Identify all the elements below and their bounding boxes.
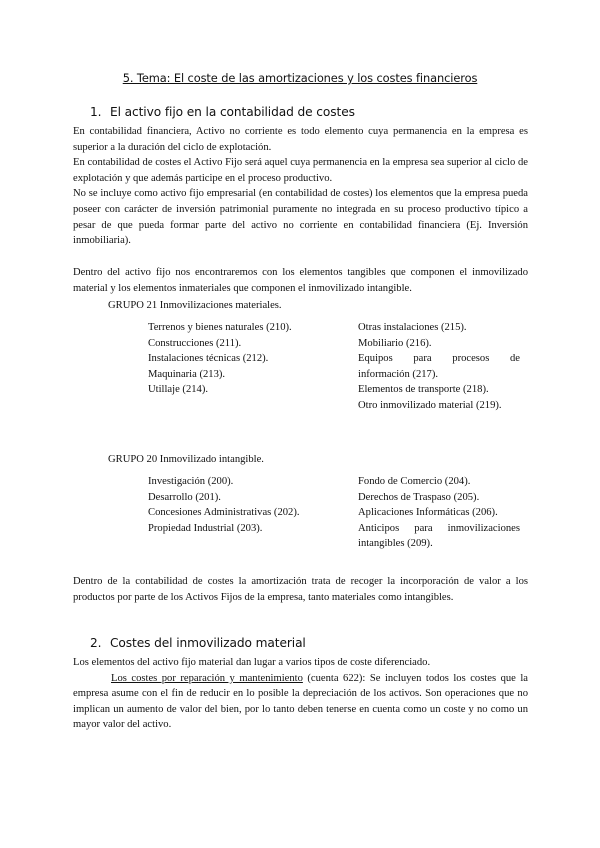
account-item: Otras instalaciones (215). [358,322,467,333]
section-1-intro [73,265,528,296]
section-2-heading [90,636,306,652]
group-20-left-column [148,474,310,536]
paragraph [73,671,528,733]
account-item: Desarrollo (201). [148,491,221,503]
section-1-heading [90,105,355,121]
section-2-title: Costes del inmovilizado material [110,636,306,650]
account-item: Concesiones Administrativas (202). [148,507,300,519]
account-item: Maquinaria (213). [148,368,226,380]
account-item: Aplicaciones Informáticas (206). [358,507,498,519]
section-1-closing [73,574,528,605]
account-item: Equipos para procesos de información (217). [358,353,520,380]
account-item: Derechos de Traspaso (205). [358,491,480,503]
account-item: Propiedad Industrial (203). [148,522,263,534]
account-item: Terrenos y bienes naturales (210). [148,322,292,333]
account-item: Instalaciones técnicas (212). [148,353,269,365]
account-item: Anticipos para inmovilizaciones intangibles (209). [358,522,520,550]
section-1-body [73,124,528,249]
paragraph: No se incluye como activo fijo empresarial (en contabilidad de costes) los elementos que la empresa pueda poseer con carácter de inversión patrimonial puramente no integrada en su proceso productivo típico a pesar de que pueda formar parte del activo no corriente en contabilidad financiera (Ej. Inversión inmobiliaria). [73,188,528,247]
group-21-label: GRUPO 21 Inmovilizaciones materiales. [108,300,282,311]
group-20-right-column [358,474,520,552]
section-1-number: 1. [90,105,102,119]
repair-term: Los costes por reparación y mantenimiento [111,672,303,684]
paragraph: Dentro de la contabilidad de costes la amortización trata de recoger la incorporación de valor a los productos por parte de los Activos Fijos de la empresa, tanto materiales como intangibles. [73,576,528,603]
account-item: Investigación (200). [148,476,234,487]
account-item: Elementos de transporte (218). [358,384,489,396]
section-2-number: 2. [90,636,102,650]
account-item: Otro inmovilizado material (219). [358,399,502,411]
account-item: Construcciones (211). [148,337,242,349]
section-2-body [73,655,528,733]
group-21-left-column [148,320,310,398]
paragraph: En contabilidad financiera, Activo no corriente es todo elemento cuya permanencia en la empresa es superior a la duración del ciclo de explotación. [73,126,528,153]
group-20-label: GRUPO 20 Inmovilizado intangible. [108,454,264,465]
paragraph: Dentro del activo fijo nos encontraremos con los elementos tangibles que componen el inmovilizado material y los elementos inmateriales que componen el inmovilizado intangible. [73,267,528,294]
section-1-title: El activo fijo en la contabilidad de costes [110,105,355,119]
group-21-right-column [358,320,520,414]
account-item: Mobiliario (216). [358,337,432,349]
page-title: 5. Tema: El coste de las amortizaciones y los costes financieros [122,71,478,85]
account-item: Fondo de Comercio (204). [358,476,471,487]
account-item: Utillaje (214). [148,384,209,396]
paragraph: En contabilidad de costes el Activo Fijo será aquel cuya permanencia en la empresa sea superior al ciclo de explotación y que además participe en el proceso productivo. [73,157,528,184]
paragraph: Los elementos del activo fijo material dan lugar a varios tipos de coste diferenciado. [73,657,431,668]
repair-description: (cuenta 622): Se incluyen todos los costes que la empresa asume con el fin de reducir en lo posible la depreciación de los activos. Son operaciones que no implican un aumento de valor del bien, por lo tanto deben tenerse en cuenta como un coste y no como un mayor valor del activo. [73,672,528,731]
